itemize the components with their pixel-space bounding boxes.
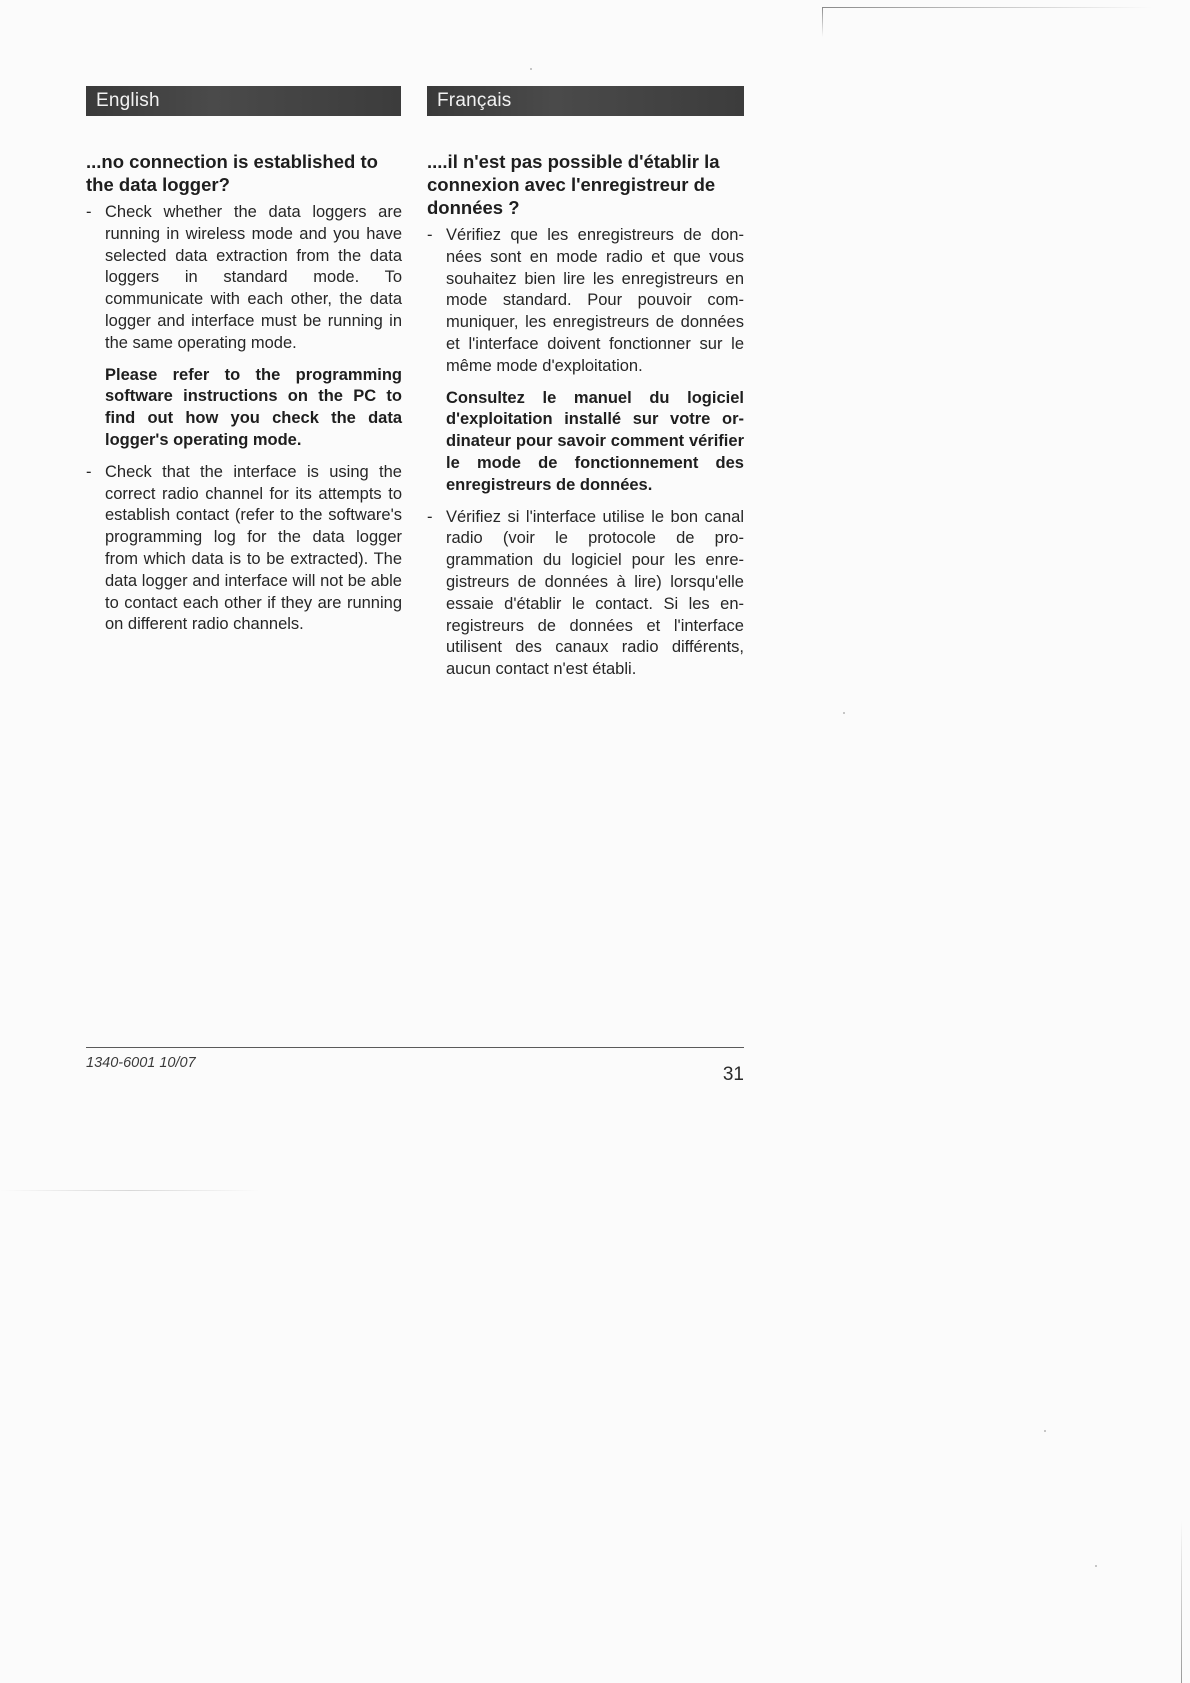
scan-edge-top-vertical [822, 7, 823, 37]
scan-edge-right [1181, 1520, 1182, 1683]
scan-edge-mid [0, 1190, 260, 1191]
language-header-english: English [86, 86, 401, 116]
english-item-2 [86, 462, 402, 636]
scan-speck [843, 712, 845, 714]
list-dash: - [86, 462, 92, 481]
page-number: 31 [722, 1064, 744, 1085]
list-dash: - [427, 226, 433, 244]
french-question-heading: ....il n'est pas possible d'établir la connexion avec l'enregistreur de données ? [427, 151, 720, 218]
french-item-1 [427, 225, 744, 378]
french-bold-note: Consultez le manuel du logiciel d'exploitation installé sur votre ordinateur pour savoir comment vérifier le mode de fonctionnement des enregistreurs de données. [446, 388, 744, 494]
scan-speck [1095, 1565, 1097, 1567]
list-dash: - [427, 507, 433, 526]
english-item-1 [86, 202, 402, 355]
document-number: 1340-6001 10/07 [86, 1055, 196, 1071]
footer-rule [86, 1047, 744, 1048]
french-item-2 [427, 507, 744, 681]
english-column [86, 150, 402, 646]
french-item-1-text: Vérifiez que les enregistreurs de données sont en mode radio et que vous souhaitez bien lire les enregistreurs en mode standard. Pour pouvoir communiquer, les enregistreurs de données et l'interface doivent fonctionner sur le même mode d'exploitation. [446, 226, 744, 375]
english-item-1-text: Check whether the data loggers are running in wireless mode and you have selected data extraction from the data loggers in standard mode. To communicate with each other, the data logger and interface must be running in the same operating mode. [105, 203, 402, 352]
scan-speck [1044, 1430, 1046, 1432]
scan-edge-top [822, 7, 1152, 8]
english-item-2-text: Check that the interface is using the correct radio channel for its attempts to establish contact (refer to the software's programming log for the data logger from which data is to be extracted). The data logger and interface will not be able to contact each other if they are running on different radio channels. [105, 462, 402, 634]
list-dash: - [86, 203, 92, 221]
french-item-2-text: Vérifiez si l'interface utilise le bon canal radio (voir le protocole de programmation du logiciel pour les enregistreurs de données à lire) lorsqu'elle essaie d'établir le contact. Si les enregistreurs de données et l'interface utilisent des canaux radio différents, aucun contact n'est établi. [446, 507, 744, 679]
scan-speck [530, 68, 532, 70]
language-header-french: Français [427, 86, 744, 116]
french-column [427, 150, 744, 691]
english-question-heading: ...no connection is established to the data logger? [86, 151, 378, 195]
english-bold-note: Please refer to the programming software instructions on the PC to find out how you check the data logger's operating mode. [105, 365, 402, 449]
